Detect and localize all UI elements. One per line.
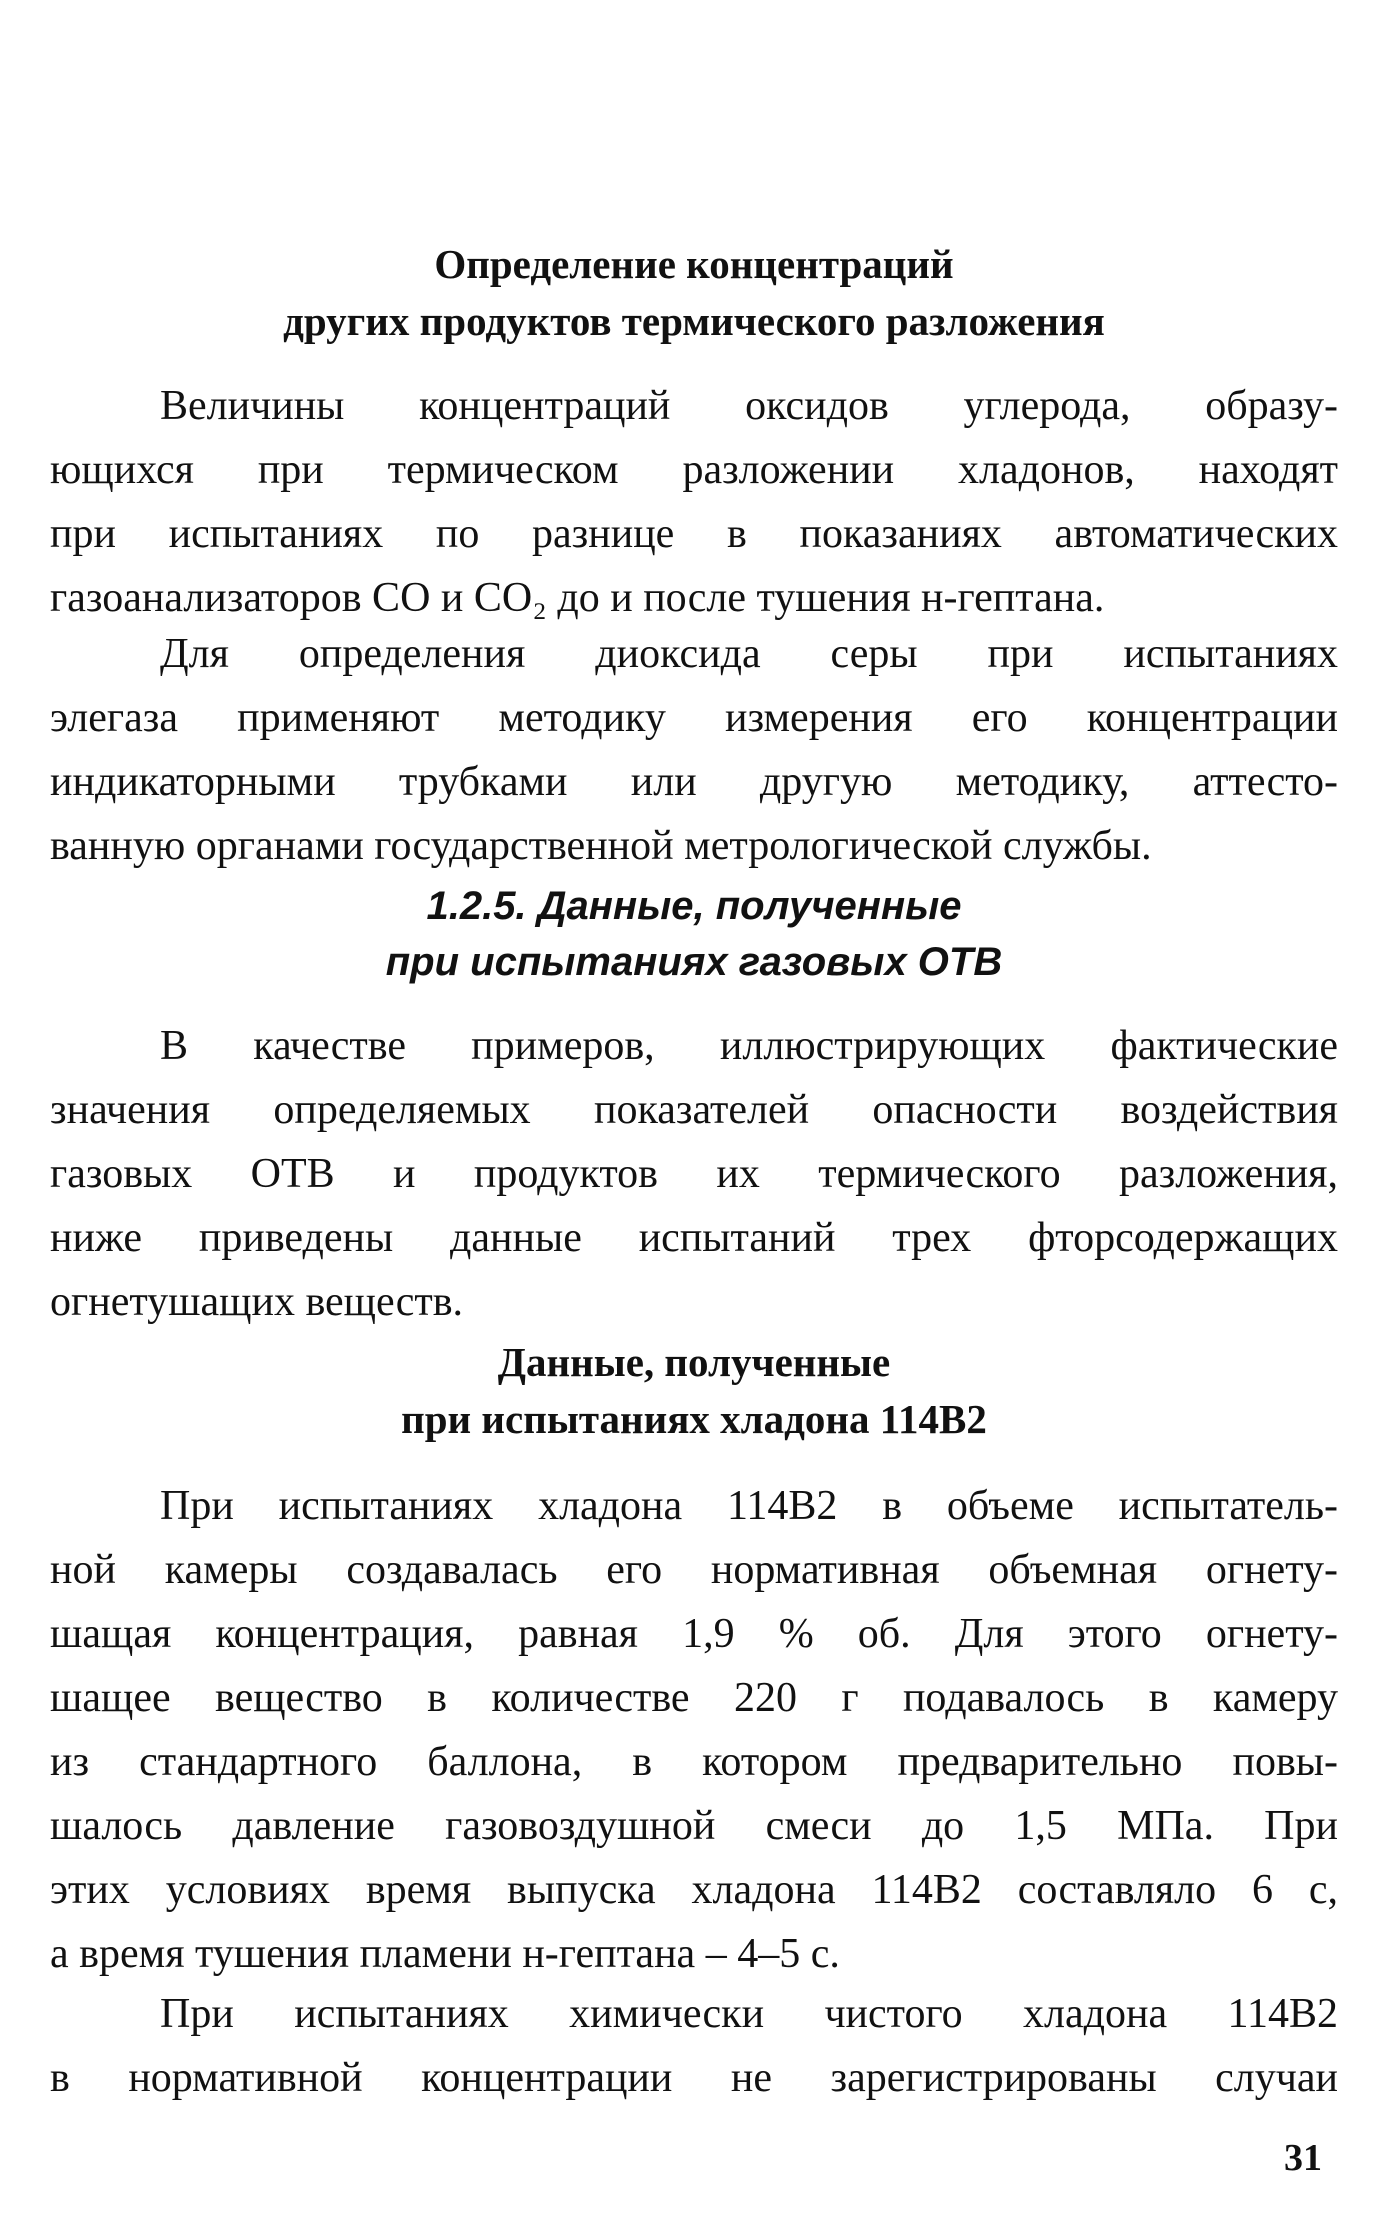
text-line: При испытаниях химически чистого хладона 114В2 [160,1991,1338,2037]
document-page [50,0,1338,2216]
section-heading-line: 1.2.5. Данные, полученные [426,884,962,928]
text-line: газоанализаторов CO и CO₂ до и после тушения н-гептана. [50,575,1105,621]
text-line: ванную органами государственной метрологической службы. [50,823,1152,869]
paragraph-examples [50,1014,1338,1334]
text-line: в нормативной концентрации не зарегистрированы случаи [50,2055,1338,2101]
section-heading-line: Данные, полученные [497,1339,891,1385]
text-line: при испытаниях по разнице в показаниях автоматических [50,511,1338,557]
paragraph-carbon-oxides [50,374,1338,630]
text-line: шащее вещество в количестве 220 г подавалось в камеру [50,1675,1338,1721]
text-line: шалось давление газовоздушной смеси до 1,5 МПа. При [50,1803,1338,1849]
paragraph-pure-halon [50,1982,1338,2110]
text-line: шащая концентрация, равная 1,9 % об. Для этого огнету- [50,1611,1338,1657]
text-line: Величины концентраций оксидов углерода, образу- [160,383,1338,429]
text-line: ющихся при термическом разложении хладонов, находят [50,447,1338,493]
text-line: а время тушения пламени н-гептана – 4–5 с. [50,1931,840,1977]
section-heading-line: при испытаниях газовых ОТВ [385,940,1003,984]
section-heading-line: Определение концентраций [434,241,954,287]
paragraph-sulfur-dioxide [50,622,1338,878]
page-number: 31 [1284,2137,1322,2179]
text-line: из стандартного баллона, в котором предварительно повы- [50,1739,1338,1785]
text-line: газовых ОТВ и продуктов их термического разложения, [50,1151,1338,1197]
text-line: значения определяемых показателей опасности воздействия [50,1087,1338,1133]
text-line: Для определения диоксида серы при испытаниях [160,631,1338,677]
section-heading-halon-114b2 [50,1334,1338,1449]
paragraph-halon-test [50,1474,1338,1986]
text-line: этих условиях время выпуска хладона 114В2 составляло 6 с, [50,1867,1338,1913]
text-line: индикаторными трубками или другую методику, аттесто- [50,759,1338,805]
section-heading-gas-agents [50,878,1338,990]
section-heading-line: других продуктов термического разложения [283,298,1105,345]
text-line: огнетушащих веществ. [50,1279,464,1325]
text-line: ниже приведены данные испытаний трех фторсодержащих [50,1215,1338,1261]
text-line: ной камеры создавалась его нормативная объемная огнету- [50,1547,1338,1593]
text-line: В качестве примеров, иллюстрирующих фактические [160,1023,1338,1069]
section-heading-line: при испытаниях хладона 114В2 [401,1396,987,1443]
text-line: элегаза применяют методику измерения его концентрации [50,695,1338,741]
section-heading-other-products [50,236,1338,351]
text-line: При испытаниях хладона 114В2 в объеме испытатель- [160,1483,1338,1529]
